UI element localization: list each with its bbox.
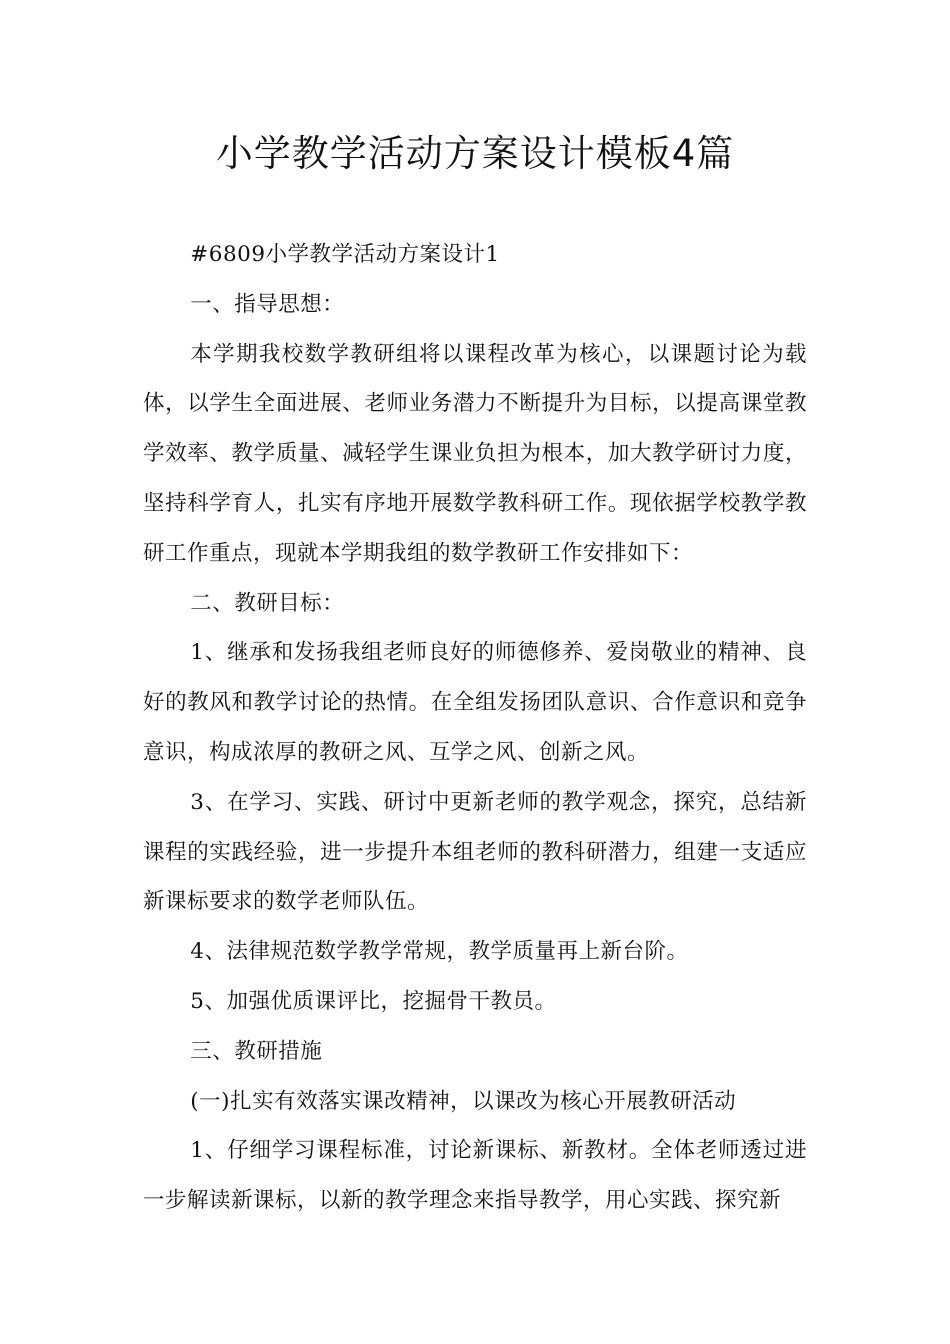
section-heading: 三、教研措施	[190, 1038, 323, 1064]
subsection-heading: (一)扎实有效落实课改精神，以课改为核心开展教研活动	[190, 1088, 737, 1114]
document-body	[143, 230, 807, 1226]
section-heading: 一、指导思想：	[190, 291, 345, 317]
document-title: 小学教学活动方案设计模板4篇	[215, 132, 735, 175]
body-paragraph: 4、法律规范数学教学常规，教学质量再上新台阶。	[190, 939, 689, 965]
body-paragraph: 3、在学习、实践、研讨中更新老师的教学观念，探究，总结新课程的实践经验，进一步提升本组老师的教科研潜力，组建一支适应新课标要求的数学老师队伍。	[143, 789, 807, 915]
body-paragraph: 1、仔细学习课程标准，讨论新课标、新教材。全体老师透过进一步解读新课标，以新的教学理念来指导教学，用心实践、探究新	[143, 1138, 807, 1214]
body-paragraph: 本学期我校数学教研组将以课程改革为核心，以课题讨论为载体，以学生全面进展、老师业务潜力不断提升为目标，以提高课堂教学效率、教学质量、减轻学生课业负担为根本，加大教学研讨力度，坚持科学育人，扎实有序地开展数学教科研工作。现依据学校教学教研工作重点，现就本学期我组的数学教研工作安排如下：	[143, 341, 807, 566]
body-paragraph: 1、继承和发扬我组老师良好的师德修养、爱岗敬业的精神、良好的教风和教学讨论的热情。在全组发扬团队意识、合作意识和竞争意识，构成浓厚的教研之风、互学之风、创新之风。	[143, 640, 807, 765]
body-paragraph: 5、加强优质课评比，挖掘骨干教员。	[190, 988, 557, 1014]
section-heading: #6809小学教学活动方案设计1	[190, 242, 500, 267]
section-heading: 二、教研目标：	[190, 590, 345, 616]
